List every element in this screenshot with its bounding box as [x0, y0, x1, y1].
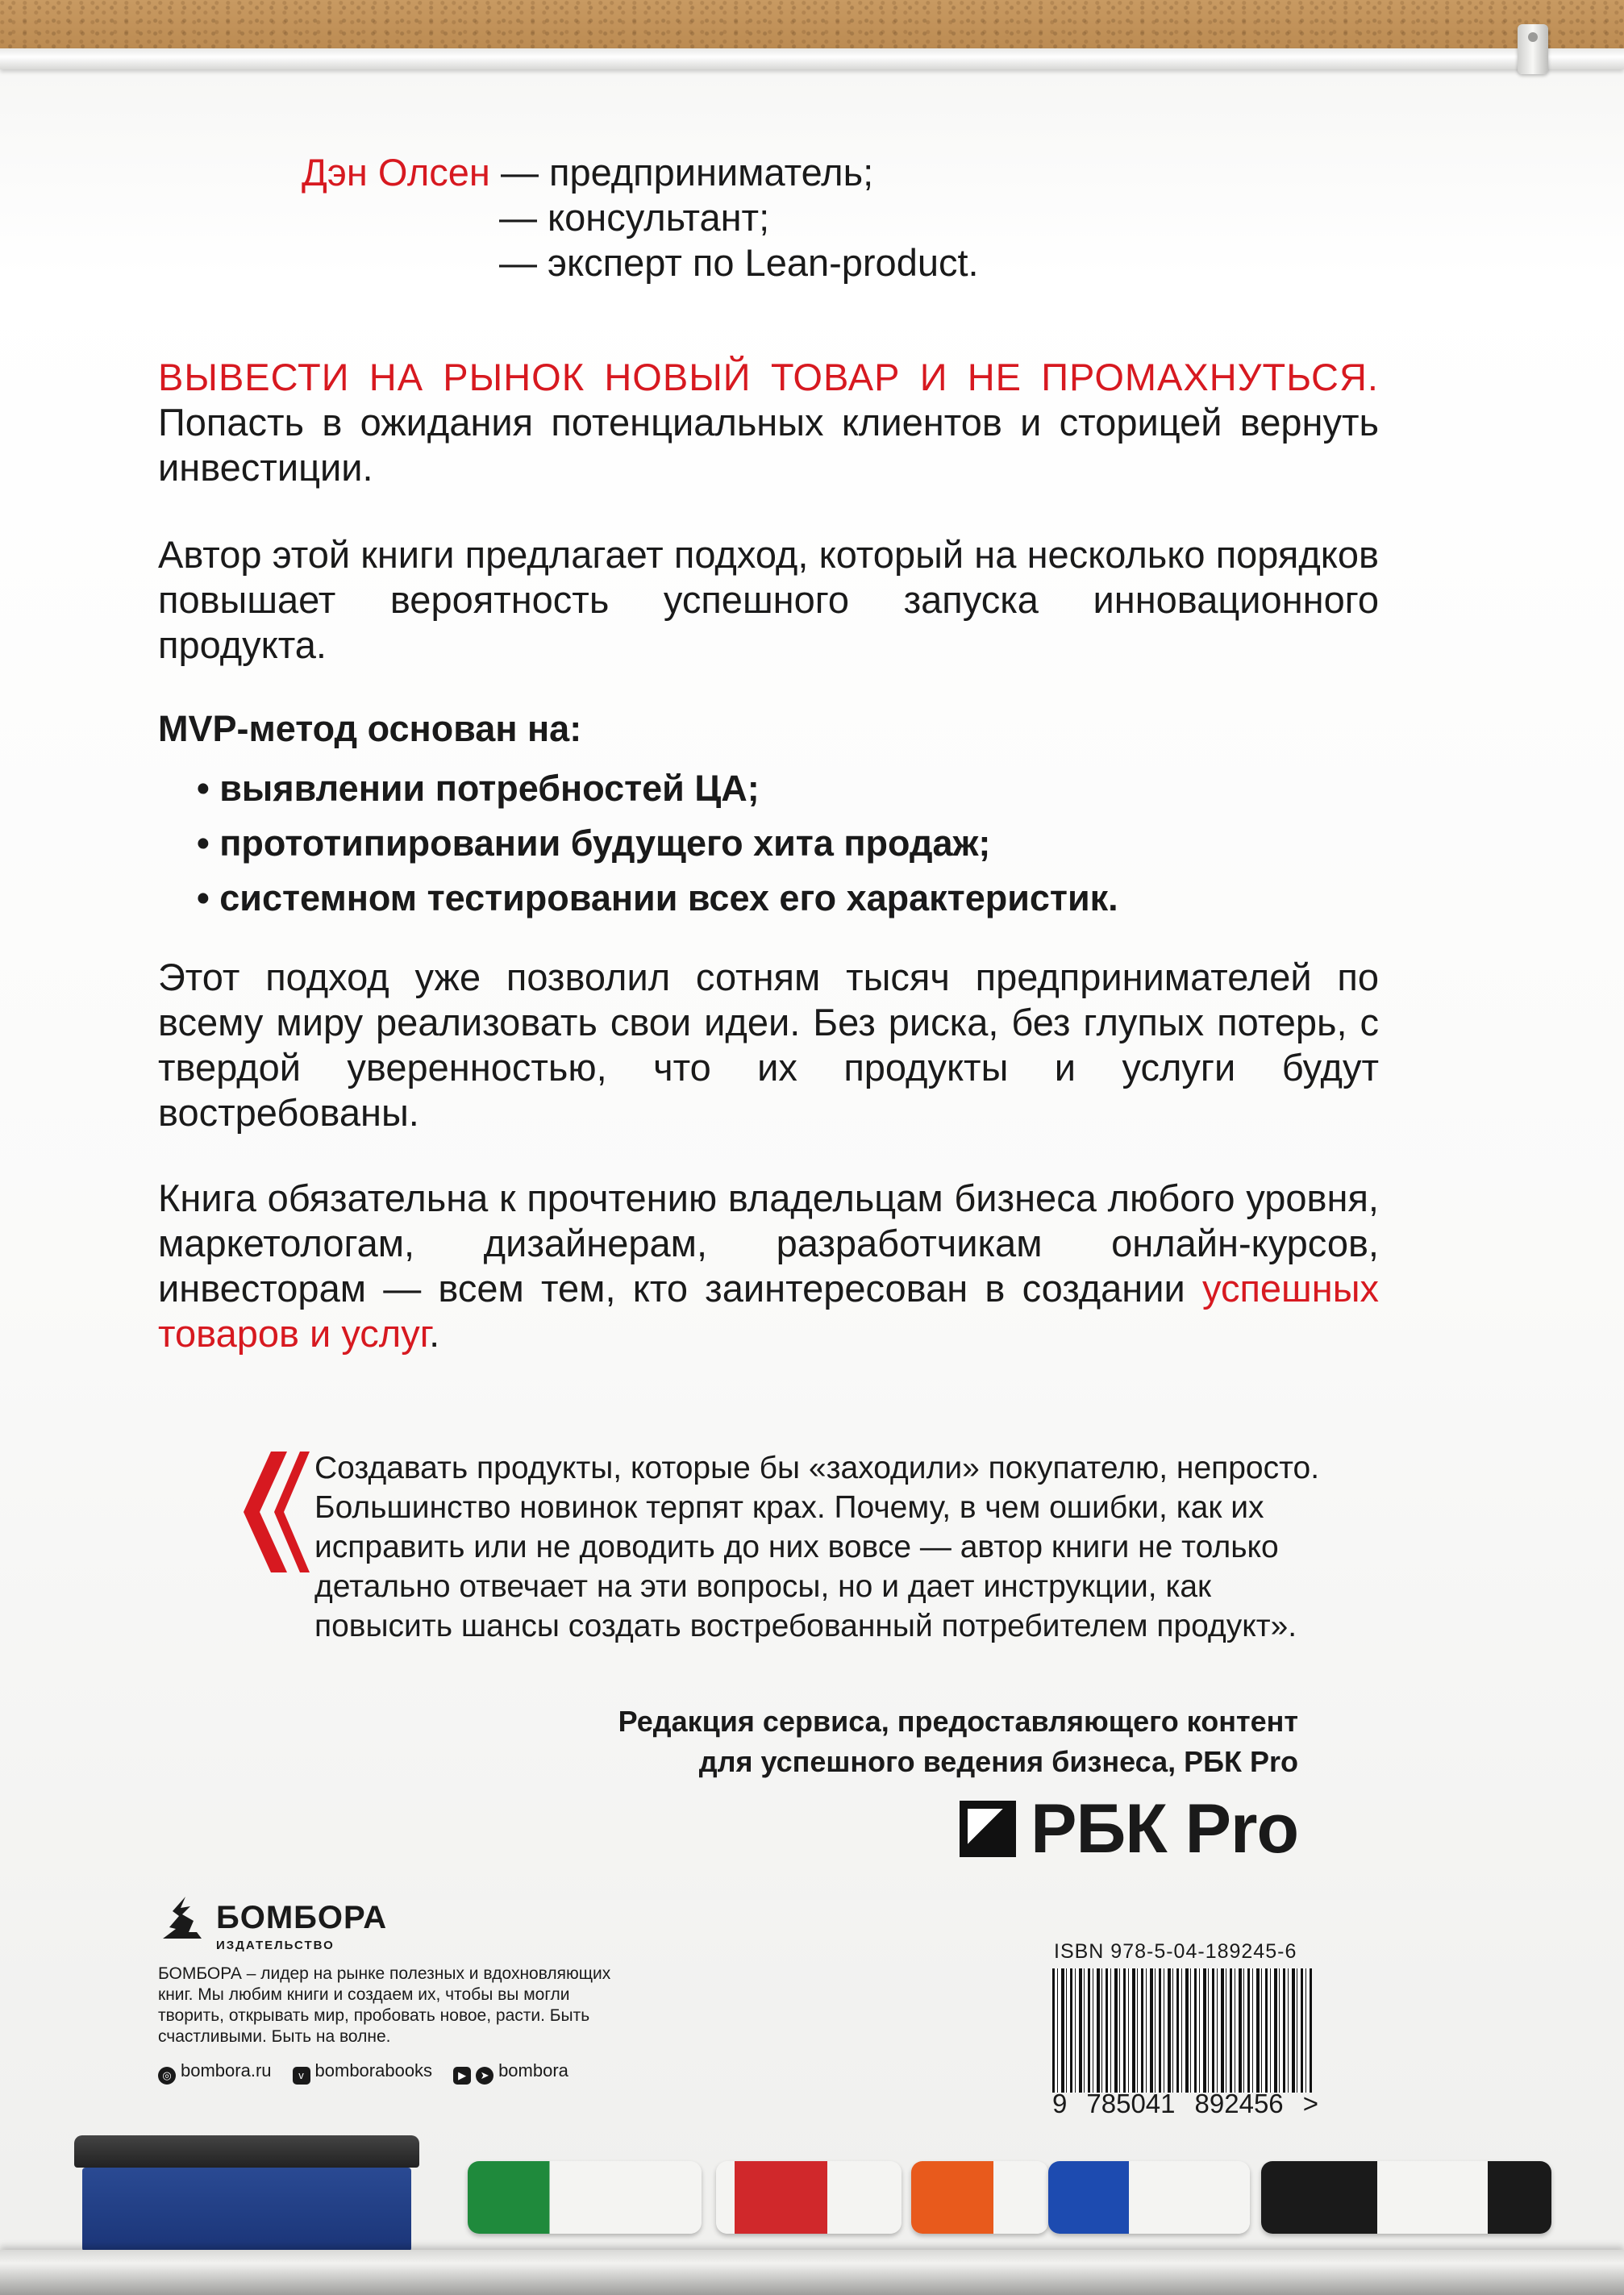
- paragraph-text: Книга обязательна к прочтению владельцам бизнеса любого уровня, маркетологам, дизайнерам, разработчикам онлайн-курсов, инвесторам — всем тем, кто заинтересован в создании: [158, 1177, 1379, 1310]
- globe-icon: ◎: [158, 2067, 176, 2085]
- link-text: bombora: [498, 2060, 568, 2080]
- link-social[interactable]: [453, 2060, 568, 2085]
- link-website[interactable]: [158, 2060, 272, 2085]
- telegram-icon: ➤: [476, 2067, 493, 2085]
- paragraph-approach-intro: [158, 532, 1379, 668]
- mvp-section: [158, 705, 1379, 926]
- headline: ВЫВЕСТИ НА РЫНОК НОВЫЙ ТОВАР И НЕ ПРОМАХНУТЬСЯ.: [158, 356, 1379, 398]
- author-role-3: — эксперт по Lean-product.: [499, 241, 979, 284]
- rbk-logo-text: РБК Pro: [1031, 1790, 1298, 1868]
- marker-black: [1261, 2161, 1551, 2234]
- rbk-logo-icon: [960, 1801, 1016, 1857]
- isbn-block: [1052, 1940, 1318, 2118]
- author-name: Дэн Олсен: [302, 151, 490, 194]
- attribution-line-2: для успешного ведения бизнеса, РБК Pro: [698, 1745, 1298, 1778]
- barcode-digit: 9: [1052, 2089, 1068, 2118]
- headline-block: [158, 355, 1379, 490]
- headline-rest: Попасть в ожидания потенциальных клиентов и сторицей вернуть инвестиции.: [158, 401, 1379, 489]
- rbk-pro-logo: [960, 1790, 1298, 1868]
- publisher-sub: ИЗДАТЕЛЬСТВО: [216, 1939, 335, 1952]
- mvp-item: • прототипировании будущего хита продаж;: [197, 823, 991, 864]
- paragraph-book-audience: [158, 1176, 1379, 1356]
- marker-blue: [1048, 2161, 1250, 2234]
- quote-mark-icon: [237, 1452, 310, 1572]
- attribution-line-1: Редакция сервиса, предоставляющего контент: [618, 1705, 1298, 1738]
- paragraph-text: Этот подход уже позволил сотням тысяч предпринимателей по всему миру реализовать свои идеи. Без риска, без глупых потерь, с твердой уверенностью, что их продукты и услуги будут востребованы.: [158, 956, 1379, 1134]
- marker-green: [468, 2161, 702, 2234]
- author-role-2: — консультант;: [499, 196, 770, 239]
- barcode-digit: 892456: [1194, 2089, 1284, 2118]
- eraser: [74, 2135, 419, 2256]
- link-text: bomborabooks: [314, 2060, 433, 2080]
- mvp-list: [197, 761, 1379, 926]
- paragraph-approach-result: [158, 955, 1379, 1135]
- top-rail: [0, 48, 1624, 69]
- board-clip: [1518, 24, 1548, 74]
- paragraph-text: Автор этой книги предлагает подход, который на несколько порядков повышает вероятность успешного запуска инновационного продукта.: [158, 533, 1379, 666]
- author-block: [302, 150, 979, 285]
- highlight-text: успешных товаров и услуг: [158, 1267, 1379, 1355]
- publisher-logo: [158, 1892, 626, 1943]
- link-vk[interactable]: [293, 2060, 433, 2085]
- link-text: bombora.ru: [181, 2060, 272, 2080]
- publisher-name: БОМБОРА: [216, 1900, 388, 1935]
- publisher-block: [158, 1892, 626, 2085]
- publisher-links: [158, 2060, 626, 2085]
- vk-icon: v: [293, 2067, 310, 2085]
- marker-orange: [911, 2161, 1048, 2234]
- author-role-1: — предприниматель;: [489, 151, 874, 194]
- barcode-digit: >: [1302, 2089, 1318, 2118]
- mvp-item: • системном тестировании всех его характеристик.: [197, 877, 1118, 918]
- marker-red: [716, 2161, 902, 2234]
- barcode-digits: [1052, 2089, 1318, 2118]
- publisher-description: БОМБОРА – лидер на рынке полезных и вдохновляющих книг. Мы любим книги и создаем их, чтобы вы могли творить, открывать мир, пробовать новое, расти. Быть счастливыми. Быть на волне.: [158, 1964, 611, 2046]
- barcode-digit: 785041: [1086, 2089, 1176, 2118]
- marker-tray: [0, 2250, 1624, 2295]
- mvp-item: • выявлении потребностей ЦА;: [197, 768, 760, 809]
- isbn-text: ISBN 978-5-04-189245-6: [1054, 1940, 1297, 1963]
- youtube-icon: ▶: [453, 2067, 471, 2085]
- review-quote: Создавать продукты, которые бы «заходили» покупателю, непросто. Большинство новинок терпят крах. Почему, в чем ошибки, как их исправить или не доводить до них вовсе — автор книги не только детально отвечает на эти вопросы, но и дает инструкции, как повысить шансы создать востребованный потребителем продукт».: [314, 1451, 1320, 1643]
- paragraph-end: .: [429, 1312, 440, 1355]
- mvp-heading: MVP-метод основан на:: [158, 708, 582, 749]
- quote-attribution: [618, 1701, 1298, 1782]
- barcode: [1052, 1968, 1312, 2093]
- bombora-figure-icon: [158, 1892, 206, 1943]
